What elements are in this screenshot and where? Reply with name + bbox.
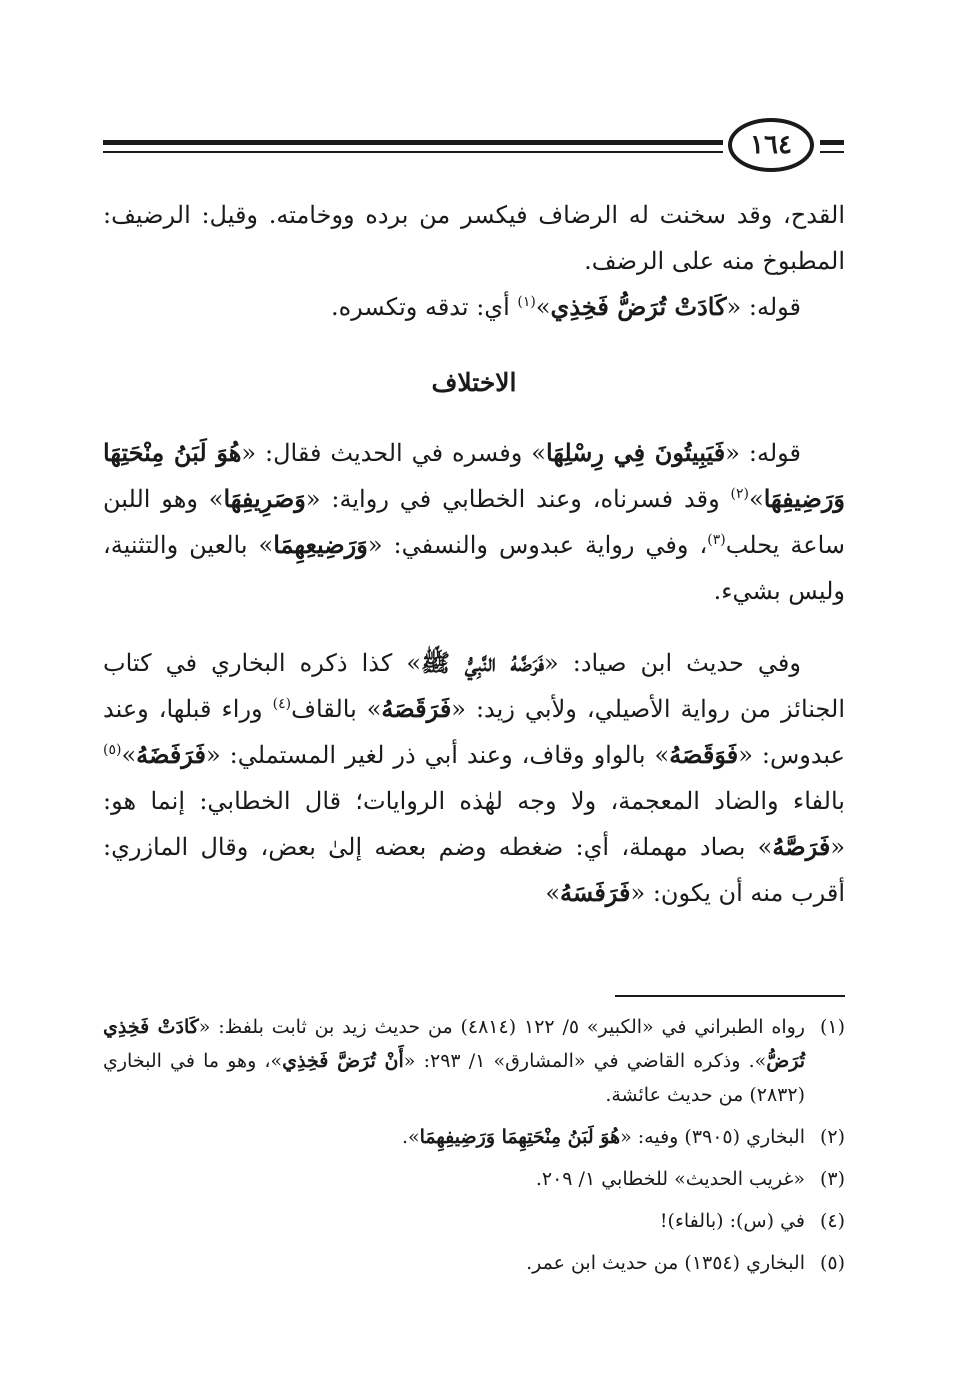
hadith-quote: هُوَ لَبَنُ مِنْحَتِهَا وَرَضِيفِهَا — [103, 438, 846, 513]
footnote-number: (٢) — [819, 1126, 845, 1148]
header-rule-right-thick — [820, 140, 844, 145]
paragraph-2: قوله: «كَادَتْ تُرَضُّ فَخِذِي»$^{(١)}$ أي: تدقه وتكسره. — [330, 292, 801, 321]
footnote-ref-4[interactable]: (٤) — [272, 696, 292, 712]
hadith-quote: فَيَبِيتُونَ فِي رِسْلِهَا — [545, 438, 726, 467]
page-header — [0, 118, 955, 178]
page-number: ١٦٤ — [750, 130, 792, 160]
footnotes — [103, 1010, 845, 1288]
footnote-2: (٢) البخاري (٣٩٠٥) وفيه: «هُوَ لَبَنُ مِنْحَتِهِمَا وَرَضِيفِهِمَا». — [103, 1120, 845, 1154]
page-number-circle — [728, 118, 814, 172]
hadith-quote: فَرَفَضَهُ — [136, 740, 207, 769]
footnote-ref-2[interactable]: (٢) — [730, 486, 749, 502]
footnote-number: (٣) — [819, 1168, 845, 1190]
footnote-ref-1[interactable]: (١) — [517, 294, 536, 310]
paragraph-1: القدح، وقد سخنت له الرضاف فيكسر من برده ووخامته. وقيل: الرضيف: المطبوخ منه على الرضف. — [103, 201, 845, 275]
footnote-number: (٥) — [819, 1252, 845, 1274]
hadith-quote: فَرَضَّهُ النَّبِيُّ ﷺ — [421, 648, 545, 677]
footnote-separator — [615, 995, 845, 997]
paragraph-3: قوله: «فَيَبِيتُونَ فِي رِسْلِهَا» وفسره في الحديث فقال: «هُوَ لَبَنُ مِنْحَتِهَا وَرَضِيفِهَا»$^{(٢)}$ وقد فسرناه، وعند الخطابي في رواية: «وَصَرِيفِهَا» وهو اللبن ساعة يحلب$^{(٣)}$، وفي رواية عبدوس والنسفي: «وَرَضِيعِهِمَا» بالعين والتثنية، وليس بشيء. — [103, 438, 846, 605]
section-heading: الاختلاف — [431, 368, 517, 397]
header-rule-thin — [103, 151, 723, 153]
hadith-quote: كَادَتْ تُرَضُّ فَخِذِي — [550, 292, 727, 321]
hadith-quote: أَنْ تُرَضَّ فَخِذِي — [282, 1050, 404, 1072]
hadith-quote: فَرَفَسَهُ — [560, 878, 631, 907]
footnote-4: (٤) في (س): (بالفاء)! — [103, 1204, 845, 1238]
main-text — [103, 192, 845, 916]
footnote-number: (٤) — [819, 1210, 845, 1232]
hadith-quote: وَرَضِيعِهِمَا — [273, 530, 368, 559]
hadith-quote: فَوَقَصَهُ — [669, 740, 739, 769]
footnote-ref-5[interactable]: (٥) — [103, 742, 122, 758]
footnote-1: (١) رواه الطبراني في «الكبير» ٥/ ١٢٢ (٤٨١٤) من حديث زيد بن ثابت بلفظ: «كَادَتْ فَخِذِي تُرَضُّ». وذكره القاضي في «المشارق» ١/ ٢٩٣: «أَنْ تُرَضَّ فَخِذِي»، وهو ما في البخاري (٢٨٣٢) من حديث عائشة. — [103, 1010, 845, 1112]
hadith-quote: هُوَ لَبَنُ مِنْحَتِهِمَا وَرَضِيفِهِمَا — [419, 1126, 621, 1148]
hadith-quote: فَرَصَّهُ — [772, 832, 831, 861]
hadith-quote: وَصَرِيفِهَا — [223, 484, 306, 513]
paragraph-4: وفي حديث ابن صياد: «فَرَضَّهُ النَّبِيُّ ﷺ» كذا ذكره البخاري في كتاب الجنائز من رواية الأصيلي، ولأبي زيد: «فَرَقَصَهُ» بالقاف$^{(٤)}$ وراء قبلها، وعند عبدوس: «فَوَقَصَهُ» بالواو وقاف، وعند أبي ذر لغير المستملي: «فَرَفَضَهُ»$^{(٥)}$ بالفاء والضاد المعجمة، ولا وجه لهٰذه الروايات؛ قال الخطابي: إنما هو: «فَرَصَّهُ» بصاد مهملة، أي: ضغطه وضم بعضه إلىٰ بعض، وقال المازري: أقرب منه أن يكون: «فَرَفَسَهُ» — [103, 648, 845, 907]
header-rule-thick — [103, 140, 723, 145]
header-rule-right-thin — [820, 151, 844, 153]
footnote-ref-3[interactable]: (٣) — [707, 532, 726, 548]
hadith-quote: فَرَقَصَهُ — [381, 694, 452, 723]
hadith-quote: كَادَتْ فَخِذِي تُرَضُّ — [103, 1016, 805, 1072]
footnote-3: (٣) «غريب الحديث» للخطابي ١/ ٢٠٩. — [103, 1162, 845, 1196]
footnote-5: (٥) البخاري (١٣٥٤) من حديث ابن عمر. — [103, 1246, 845, 1280]
footnote-number: (١) — [819, 1016, 845, 1038]
